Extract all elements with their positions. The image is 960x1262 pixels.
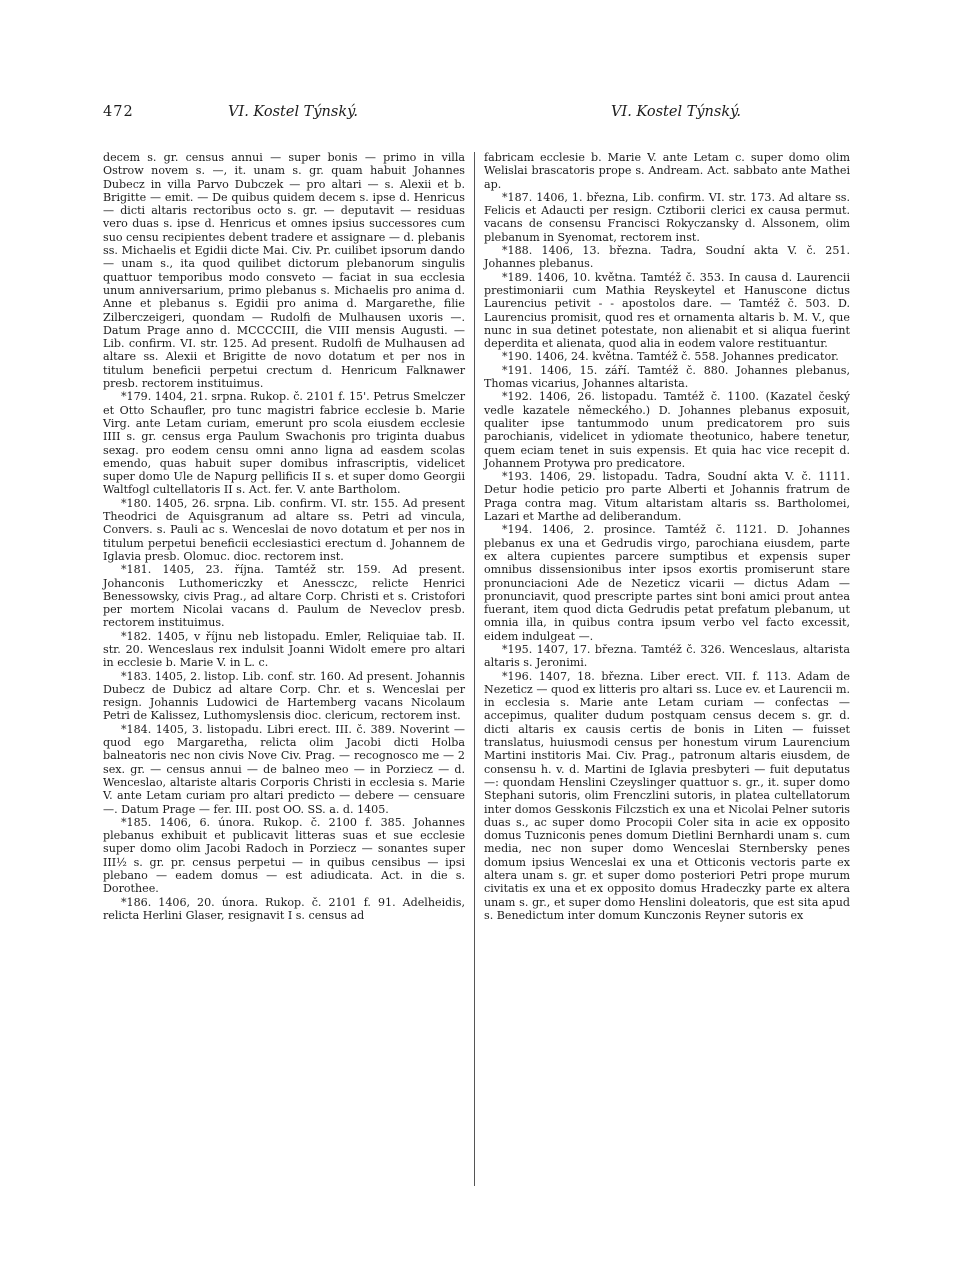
entry-paragraph: *190. 1406, 24. května. Tamtéž č. 558. Johannes predicator. <box>502 350 839 364</box>
entry-paragraph: *181. 1405, 23. října. Tamtéž str. 159. Ad present. Johanconis Luthomericzky et Anessczc, relicte Henrici Benessowsky, civis Prag., ad altare Corp. Christi et s. Cristofori per mortem Nicolai vacans d. Paulum de Neveclov presb. rectorem instituimus. <box>103 563 465 630</box>
entry-paragraph: *188. 1406, 13. března. Tadra, Soudní akta V. č. 251. Johannes plebanus. <box>484 244 850 271</box>
entry-paragraph: *193. 1406, 29. listopadu. Tadra, Soudní akta V. č. 1111. Detur hodie peticio pro parte Alberti et Johannis fratrum de Praga contra mag. Vitum altaristam altaris ss. Bartholomei, Lazari et Marthe ad deliberandum. <box>484 470 850 524</box>
entry-paragraph: fabricam ecclesie b. Marie V. ante Letam c. super domo olim Welislai brascatoris prope s. Andream. Act. sabbato ante Mathei ap. <box>484 151 850 191</box>
entry-paragraph: *185. 1406, 6. února. Rukop. č. 2100 f. 385. Johannes plebanus exhibuit et publicavit litteras suas et sue ecclesie super domo olim Jacobi Radoch in Porziecz — sonantes super III½ s. gr. pr. census perpetui — in quibus censibus — ipsi plebano — eadem domus — est adiudicata. Act. in die s. Dorothee. <box>103 815 465 896</box>
entry-paragraph: *187. 1406, 1. března, Lib. confirm. VI. str. 173. Ad altare ss. Felicis et Adaucti per resign. Cztiborii clerici ex causa permut. vacans de consensu Francisci Rokyczansky d. Alssonem, olim plebanum in Syenomat, rectorem inst. <box>484 190 850 244</box>
left-column <box>103 151 465 922</box>
entry-paragraph: decem s. gr. census annui — super bonis — primo in villa Ostrow novem s. —, it. unam s. gr. quam habuit Johannes Dubecz in villa Parvo Dubczek — pro altari — s. Alexii et b. Brigitte — emit. — De quibus quidem decem s. ipse d. Henricus — dicti altaris rectoribus octo s. gr. — deputavit — residuas vero duas s. ipse d. Henricus et omnes ipsius successores cum suo censu recipientes debent tradere et assignare — d. plebanis ss. Michaelis et Egidii dicte Mai. Civ. Pr. cuilibet ipsorum dando — unam s., ita quod quilibet dictorum plebanorum singulis quattuor temporibus modo consveto — faciat in sua ecclesia unum anniversarium, primo plebanus s. Michaelis pro anima d. Anne et plebanus s. Egidii pro anima d. Margarethe, filie Zilberczeigeri, quondam — Rudolfi de Mulhausen uxoris —. Datum Prage anno d. MCCCCIII, die VIII mensis Augusti. — Lib. confirm. VI. str. 125. Ad present. Rudolfi de Mulhausen ad altare ss. Alexii et Brigitte de novo dotatum et per nos in titulum beneficii perpetui crectum d. Henricum Falknawer presb. rectorem instituimus. <box>103 151 465 391</box>
running-head-left: VI. Kostel Týnský. <box>228 104 358 120</box>
entry-paragraph: *179. 1404, 21. srpna. Rukop. č. 2101 f. 15'. Petrus Smelczer et Otto Schaufler, pro tunc magistri fabrice ecclesie b. Marie Virg. ante Letam curiam, emerunt pro scola eiusdem ecclesie IIII s. gr. census erga Paulum Swachonis pro triginta duabus sexag. pro eodem censu omni anno ligna ad easdem scolas emendo, quas habuit super domibus infrascriptis, videlicet super domo Ule de Napurg pellificis II s. et super domo Georgii Waltfogl cultellatoris II s. Act. fer. V. ante Bartholom. <box>103 390 466 497</box>
entry-paragraph: *183. 1405, 2. listop. Lib. conf. str. 160. Ad present. Johannis Dubecz de Dubicz ad altare Corp. Chr. et s. Wenceslai per resign. Johannis Ludowici de Hartemberg vacans Nicolaum Petri de Kalissez, Luthomyslensis dioc. clericum, rectorem inst. <box>103 669 465 723</box>
entry-paragraph: *196. 1407, 18. března. Liber erect. VII. f. 113. Adam de Nezeticz — quod ex litteris pro altari ss. Luce ev. et Laurencii m. in ecclesia s. Marie ante Letam curiam — confectas — accepimus, qualiter dudum postquam census decem s. gr. d. dicti altaris ex causis certis de bonis in Liten — fuisset translatus, huiusmodi census per honestum virum Laurencium Martini institoris Mai. Civ. Prag., patronum altaris eiusdem, de consensu h. v. d. Martini de Iglavia presbyteri — fuit deputatus —: quondam Henslini Czeyslinger quattuor s. gr., it. super domo Stephani sutoris, olim Frenczlini sutoris, in platea cultellatorum inter domos Gesskonis Filczstich ex una et Nicolai Pelner sutoris duas s., ac super domo Procopii Coler sita in acie ex opposito domus Tuzniconis penes domum Dietlini Bernhardi unam s. cum media, nec non super domo Wenceslai Sternbersky penes domum ipsius Wenceslai ex una et Otticonis vectoris parte ex altera unam s. gr. et super domo posteriori Petri prope murum civitatis ex una et ex opposito domus Hradeczky parte ex altera unam s. gr., et super domo Henslini doleatoris, que est sita apud s. Benedictum inter domum Kunczonis Reyner sutoris ex <box>484 669 850 922</box>
entry-paragraph: *189. 1406, 10. května. Tamtéž č. 353. In causa d. Laurencii prestimoniarii cum Mathia Reyskeytel et Hanuscone dictus Laurencius petivit - - apostolos dare. — Tamtéž č. 503. D. Laurencius promisit, quod res et ornamenta altaris b. M. V., que nunc in sua detinet potestate, non alienabit et si aliqua fuerint deperdita et alienata, quod alia in eodem valore restituantur. <box>484 270 850 351</box>
entry-paragraph: *182. 1405, v říjnu neb listopadu. Emler, Reliquiae tab. II. str. 20. Wenceslaus rex indulsit Joanni Widolt emere pro altari in ecclesie b. Marie V. in L. c. <box>103 629 465 670</box>
entry-paragraph: *194. 1406, 2. prosince. Tamtéž č. 1121. D. Johannes plebanus ex una et Gedrudis virgo, parochiana eiusdem, parte ex altera cupientes parcere sumptibus et expensis super omnibus dissensionibus inter ipsos exortis promiserunt stare pronunciacioni Ade de Nezeticz vicarii — dictus Adam — pronunciavit, quod prescripte partes sint boni amici prout antea fuerant, item quod dicta Gedrudis petat prefatum plebanum, ut omnia illa, in quibus contra ipsum verbo vel facto excessit, eidem indulgeat —. <box>484 523 850 643</box>
entry-paragraph: *180. 1405, 26. srpna. Lib. confirm. VI. str. 155. Ad present Theodrici de Aquisgranum ad altare ss. Petri ad vincula, Convers. s. Pauli ac s. Wenceslai de novo dotatum et per nos in titulum perpetui beneficii ecclesiastici erectum d. Johannem de Iglavia presb. Olomuc. dioc. rectorem inst. <box>103 496 465 563</box>
right-column <box>484 151 850 922</box>
entry-paragraph: *192. 1406, 26. listopadu. Tamtéž č. 1100. (Kazatel český vedle kazatele německého.) D. Johannes plebanus exposuit, qualiter ipse tantummodo unum predicatorem pro suis parochianis, videlicet in ydiomate theotunico, habere tenetur, quem eciam tenet in suis expensis. Et quia hac vice recepit d. Johannem Protywa pro predicatore. <box>484 390 850 470</box>
column-divider <box>474 152 475 1186</box>
running-head-right: VI. Kostel Týnský. <box>611 104 741 120</box>
entry-paragraph: *184. 1405, 3. listopadu. Libri erect. III. č. 389. Noverint — quod ego Margaretha, relicta olim Jacobi dicti Holba balneatoris nec non civis Nove Civ. Prag. — recognosco me — 2 sex. gr. — census annui — de balneo meo — in Porziecz — d. Wenceslao, altariste altaris Corporis Christi in ecclesia s. Marie V. ante Letam curiam pro altari predicto — debere — censuare —. Datum Prage — fer. III. post OO. SS. a. d. 1405. <box>103 722 465 816</box>
entry-paragraph: *191. 1406, 15. září. Tamtéž č. 880. Johannes plebanus, Thomas vicarius, Johannes altarista. <box>484 363 850 391</box>
entry-paragraph: *186. 1406, 20. února. Rukop. č. 2101 f. 91. Adelheidis, relicta Herlini Glaser, resignavit I s. census ad <box>103 895 465 922</box>
entry-paragraph: *195. 1407, 17. března. Tamtéž č. 326. Wenceslaus, altarista altaris s. Jeronimi. <box>484 642 850 670</box>
page-number: 472 <box>103 104 134 120</box>
